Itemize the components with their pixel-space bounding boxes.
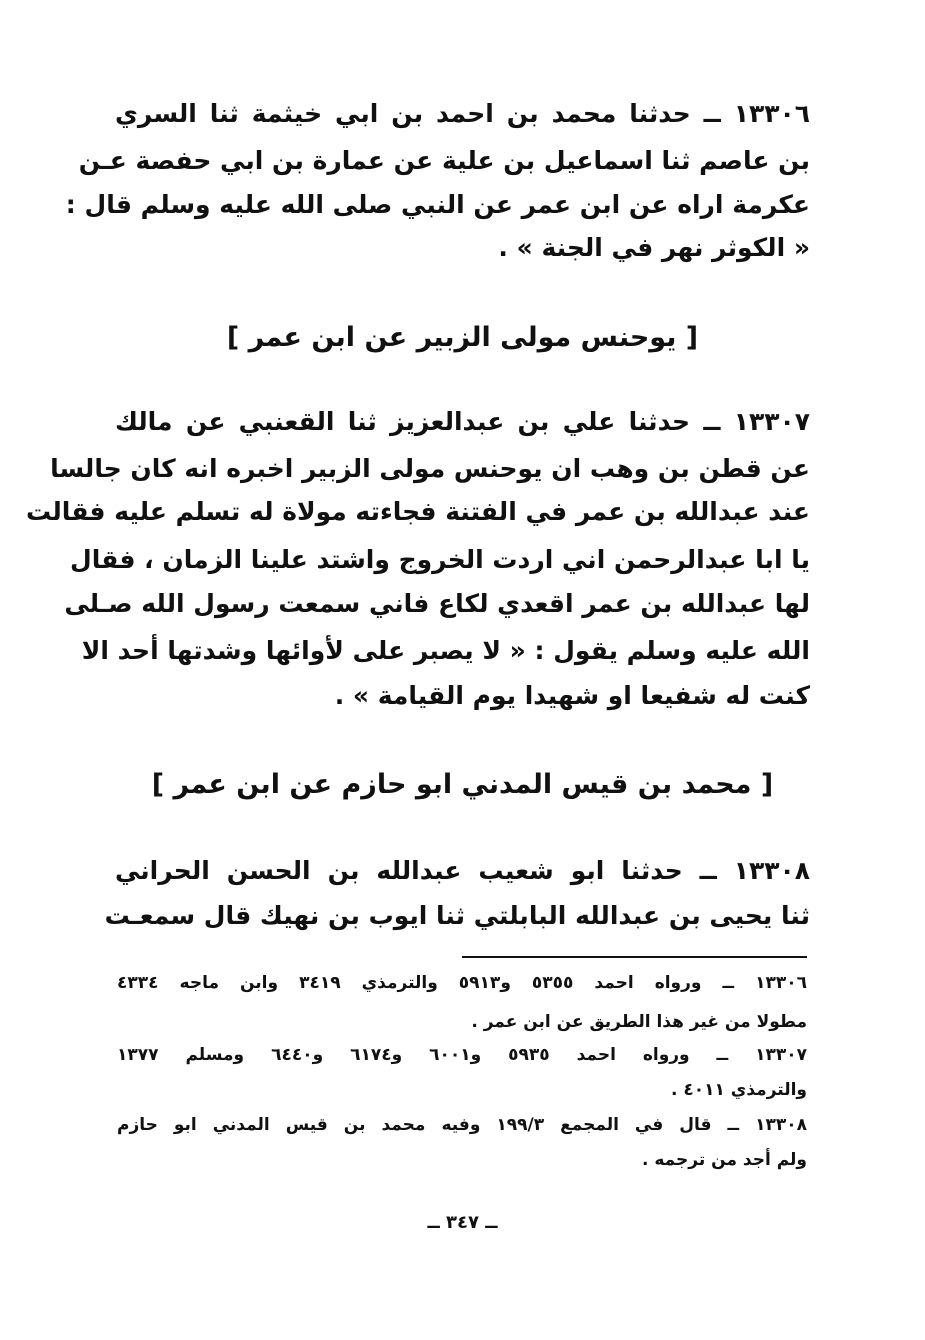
hadith-13306-line-4: « الكوثر نهر في الجنة » . <box>498 233 810 262</box>
footnote-13307-line-2: والترمذي ٤٠١١ . <box>670 1080 807 1100</box>
hadith-13307-line-7: كنت له شفيعا او شهيدا يوم القيامة » . <box>334 681 810 710</box>
footnote-13306-line-2: مطولا من غير هذا الطريق عن ابن عمر . <box>471 1012 807 1032</box>
hadith-13306-line-2: بن عاصم ثنا اسماعيل بن علية عن عمارة بن ابي حفصة عـن <box>78 146 810 175</box>
hadith-13307-line-2: عن قطن بن وهب ان يوحنس مولى الزبير اخبره انه كان جالسا <box>50 454 810 483</box>
hadith-13307-line-6: الله عليه وسلم يقول : « لا يصبر على لأوائها وشدتها أحد الا <box>81 636 810 665</box>
hadith-13308-line-1: ١٣٣٠٨ ــ حدثنا ابو شعيب عبدالله بن الحسن الحراني <box>115 856 810 885</box>
section-heading-muhammad-ibn-qays: [ محمد بن قيس المدني ابو حازم عن ابن عمر ] <box>151 769 774 800</box>
hadith-13306-line-3: عكرمة اراه عن ابن عمر عن النبي صلى الله عليه وسلم قال : <box>65 190 810 219</box>
page-number: ــ ٣٤٧ ــ <box>427 1212 498 1233</box>
footnote-13308-line-2: ولم أجد من ترجمه . <box>641 1150 807 1170</box>
footnote-13308-line-1: ١٣٣٠٨ ــ قال في المجمع ١٩٩/٣ وفيه محمد بن قيس المدني ابو حازم <box>117 1115 807 1135</box>
hadith-13307-line-4: يا ابا عبدالرحمن اني اردت الخروج واشتد علينا الزمان ، فقال <box>70 545 810 574</box>
footnote-13307-line-1: ١٣٣٠٧ ــ ورواه احمد ٥٩٣٥ و٦٠٠١ و٦١٧٤ و٦٤٤٠ ومسلم ١٣٧٧ <box>117 1045 808 1065</box>
section-heading-yuhannas: [ يوحنس مولى الزبير عن ابن عمر ] <box>226 322 699 353</box>
hadith-13307-line-3: عند عبدالله بن عمر في الفتنة فجاءته مولاة له تسلم عليه فقالت <box>25 497 810 526</box>
hadith-13307-line-1: ١٣٣٠٧ ــ حدثنا علي بن عبدالعزيز ثنا القعنبي عن مالك <box>115 407 810 436</box>
hadith-13306-line-1: ١٣٣٠٦ ــ حدثنا محمد بن احمد بن ابي خيثمة ثنا السري <box>115 99 810 128</box>
hadith-13307-line-5: لها عبدالله بن عمر اقعدي لكاع فاني سمعت رسول الله صـلى <box>64 589 810 618</box>
footnote-separator <box>462 956 807 958</box>
footnote-13306-line-1: ١٣٣٠٦ ــ ورواه احمد ٥٣٥٥ و٥٩١٣ والترمذي ٣٤١٩ وابن ماجه ٤٣٣٤ <box>117 973 807 993</box>
hadith-13308-line-2: ثنا يحيى بن عبدالله البابلتي ثنا ايوب بن نهيك قال سمعـت <box>104 901 810 930</box>
